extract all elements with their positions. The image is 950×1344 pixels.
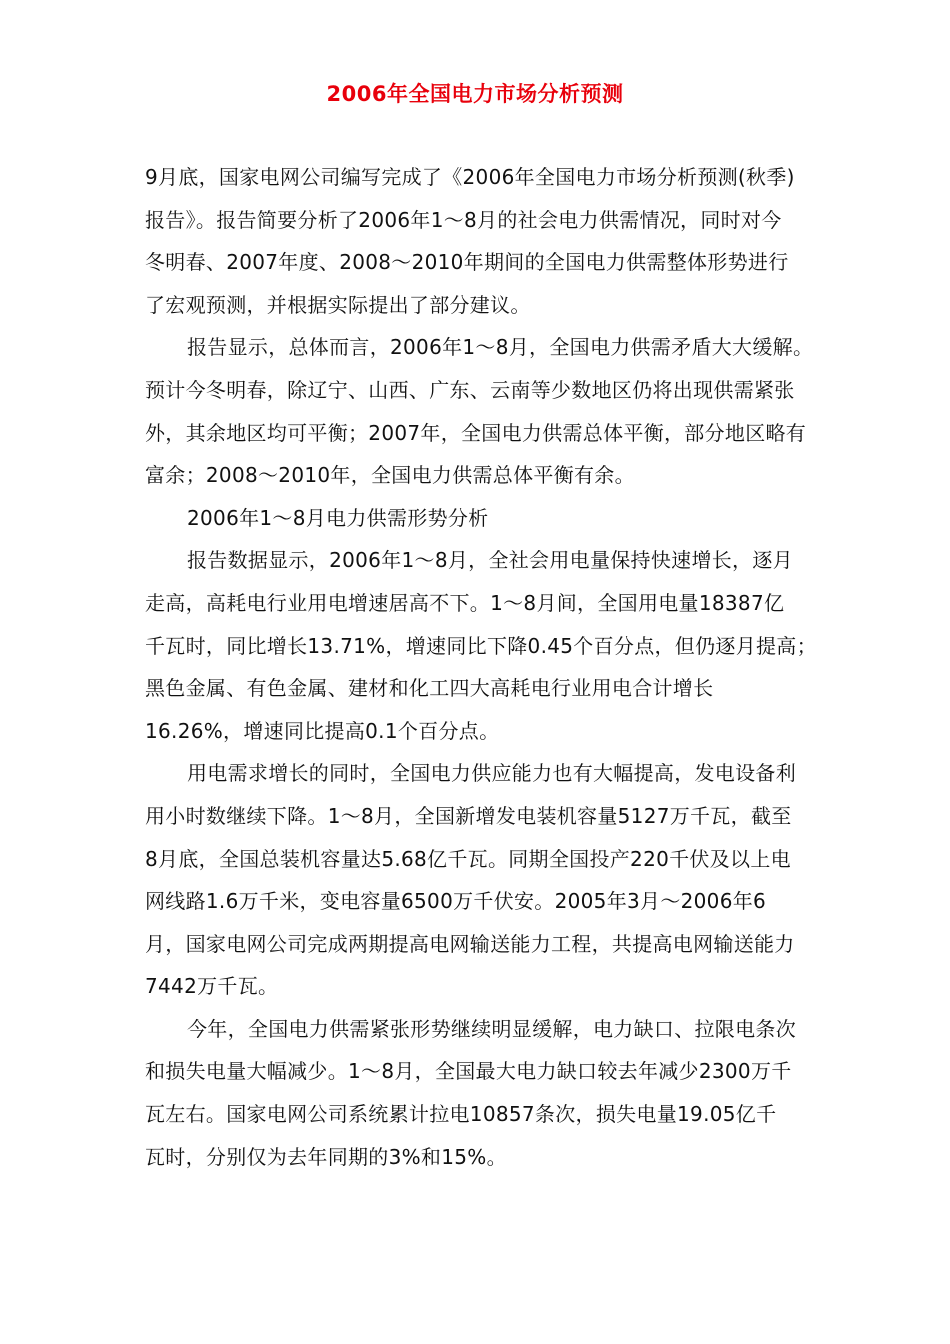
text-line: 富余；2008～2010年，全国电力供需总体平衡有余。	[145, 463, 635, 488]
text-line: 冬明春、2007年度、2008～2010年期间的全国电力供需整体形势进行	[145, 250, 789, 275]
text-line: 走高，高耗电行业用电增速居高不下。1～8月间，全国用电量18387亿	[145, 590, 785, 615]
document-body	[145, 156, 885, 1178]
text-line: 7442万千瓦。	[145, 974, 279, 999]
text-line: 用小时数继续下降。1～8月，全国新增发电装机容量5127万千瓦，截至	[145, 803, 792, 828]
text-line: 报告显示，总体而言，2006年1～8月，全国电力供需矛盾大大缓解。	[187, 335, 814, 360]
text-line: 外，其余地区均可平衡；2007年，全国电力供需总体平衡，部分地区略有	[145, 420, 807, 445]
text-line: 和损失电量大幅减少。1～8月，全国最大电力缺口较去年减少2300万千	[145, 1059, 792, 1084]
text-line: 报告》。报告简要分析了2006年1～8月的社会电力供需情况，同时对今	[145, 207, 782, 232]
text-line: 16.26%，增速同比提高0.1个百分点。	[145, 718, 500, 743]
text-line: 千瓦时，同比增长13.71%，增速同比下降0.45个百分点，但仍逐月提高；	[145, 633, 817, 658]
text-line: 瓦左右。国家电网公司系统累计拉电10857条次，损失电量19.05亿千	[145, 1102, 777, 1127]
document-title: 2006年全国电力市场分析预测	[326, 82, 624, 106]
text-line: 网线路1.6万千米，变电容量6500万千伏安。2005年3月～2006年6	[145, 889, 767, 914]
section-heading: 2006年1～8月电力供需形势分析	[187, 505, 489, 530]
text-line: 月，国家电网公司完成两期提高电网输送能力工程，共提高电网输送能力	[145, 931, 795, 956]
text-line: 报告数据显示，2006年1～8月，全社会用电量保持快速增长，逐月	[187, 548, 793, 573]
text-line: 黑色金属、有色金属、建材和化工四大高耗电行业用电合计增长	[145, 676, 714, 701]
text-line: 用电需求增长的同时，全国电力供应能力也有大幅提高，发电设备利	[187, 761, 796, 786]
text-line: 9月底，国家电网公司编写完成了《2006年全国电力市场分析预测(秋季)	[145, 165, 795, 189]
text-line: 今年，全国电力供需紧张形势继续明显缓解，电力缺口、拉限电条次	[187, 1016, 796, 1041]
text-line: 8月底，全国总装机容量达5.68亿千瓦。同期全国投产220千伏及以上电	[145, 846, 791, 871]
text-line: 瓦时，分别仅为去年同期的3%和15%。	[145, 1144, 507, 1169]
text-line: 了宏观预测，并根据实际提出了部分建议。	[145, 292, 531, 317]
text-line: 预计今冬明春，除辽宁、山西、广东、云南等少数地区仍将出现供需紧张	[145, 377, 795, 402]
